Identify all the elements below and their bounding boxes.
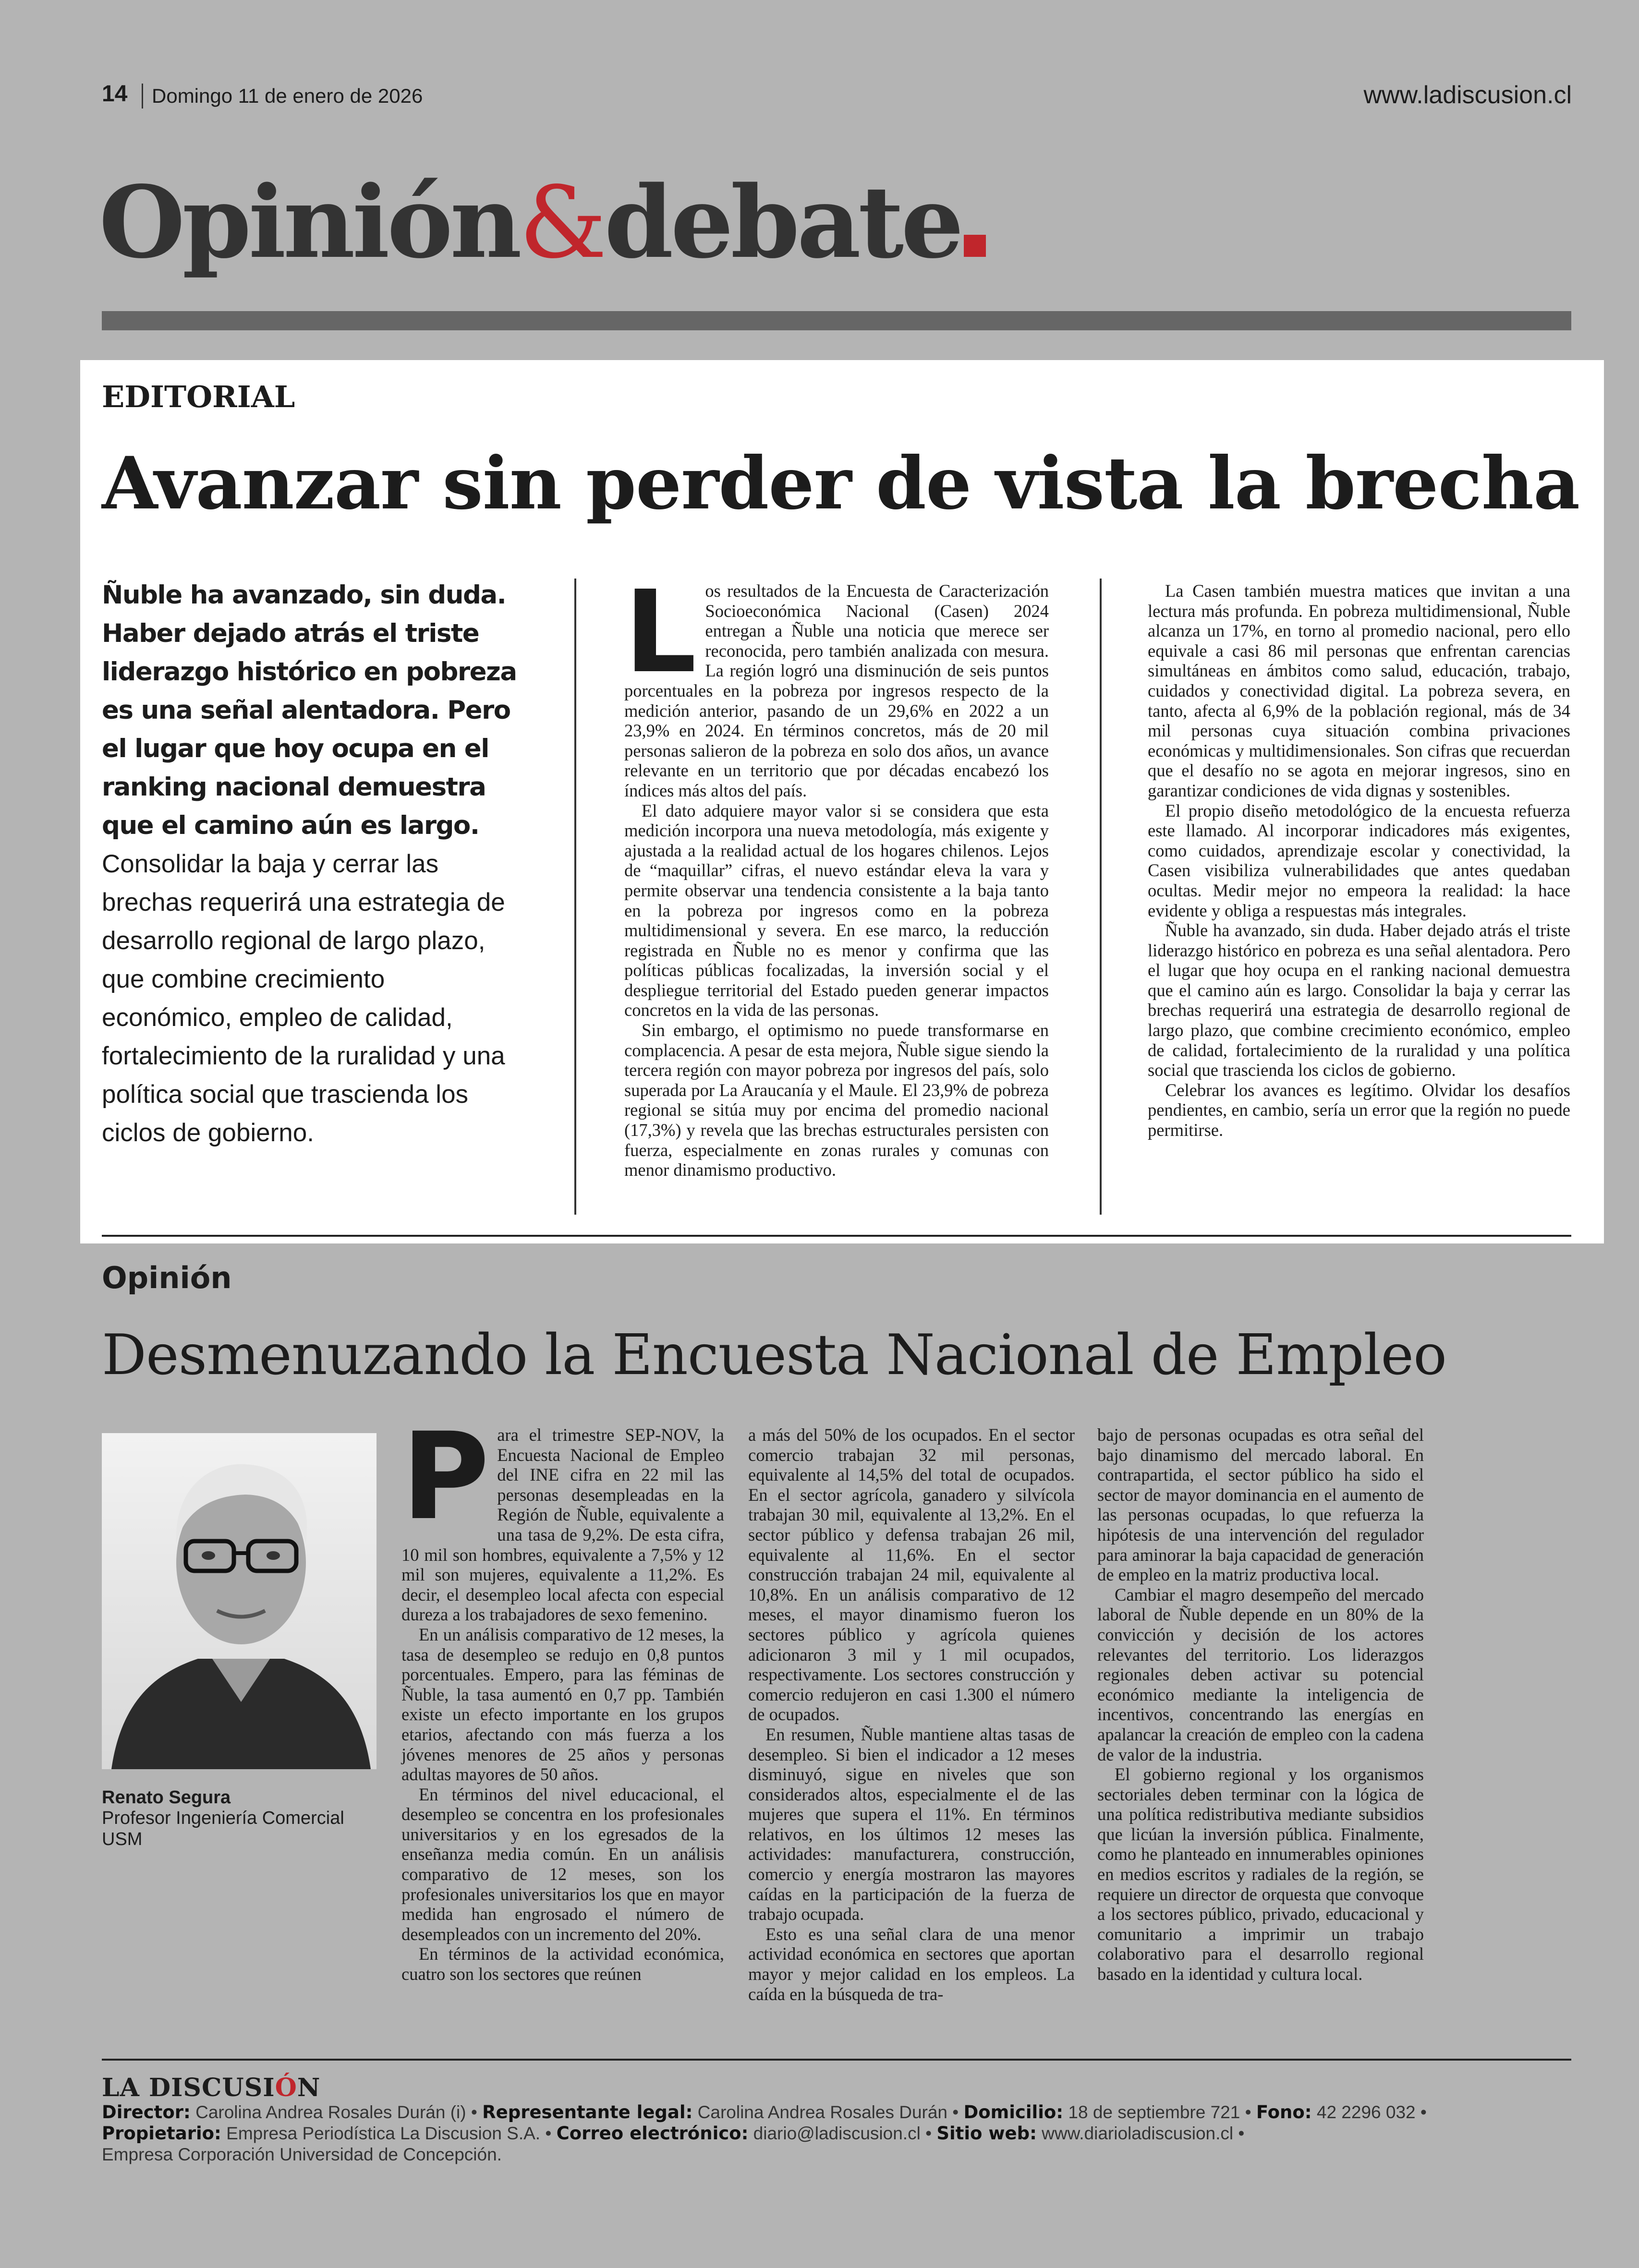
section-title — [99, 164, 986, 280]
editorial-lead — [102, 576, 520, 1152]
opinion-column-2 — [748, 1425, 1075, 2004]
opinion-column-3 — [1097, 1425, 1424, 1984]
masthead-accent: Ó — [275, 2073, 297, 2102]
paragraph: Esto es una señal clara de una menor actividad económica en sectores que aportan mayor y mejor calidad en los empleos. La caída en la búsqueda de tra- — [748, 1924, 1075, 2004]
paragraph: Celebrar los avances es legítimo. Olvidar los desafíos pendientes, en cambio, sería un error que la región no puede permitirse. — [1148, 1080, 1570, 1140]
opinion-headline: Desmenuzando la Encuesta Nacional de Empleo — [102, 1323, 1446, 1387]
paragraph: El gobierno regional y los organismos sectoriales deben terminar con la lógica de una política redistributiva mediante subsidios que licúan la inversión pública. Finalmente, como he planteado en innumerables opiniones en medios escritos y radiales de la región, se requiere un director de orquesta que convoque a los sectores público, privado, educacional y comunitario a imprimir un trabajo colaborativo para el desarrollo regional basado en la identidad y cultura local. — [1097, 1764, 1424, 1984]
paragraph: En resumen, Ñuble mantiene altas tasas de desempleo. Si bien el indicador a 12 meses disminuyó, sigue en niveles que son considerados altos, especialmente el de las mujeres que supera el 11%. En términos relativos, en los últimos 12 meses las actividades: manufacturera, construcción, comercio y energía mostraron las mayores caídas en la participación de la fuerza de trabajo ocupada. — [748, 1724, 1075, 1924]
drop-cap: L — [624, 566, 697, 698]
author-name: Renato Segura — [102, 1787, 231, 1808]
editorial-lead-bold: Ñuble ha avanzado, sin duda. Haber dejado atrás el triste liderazgo histórico en pobreza es una señal alentadora. Pero el lugar que hoy ocupa en el ranking nacional demuestra que el camino aún es largo. — [102, 580, 517, 840]
author-portrait-icon — [102, 1433, 376, 1769]
imprint-label: Domicilio: — [963, 2102, 1064, 2123]
paragraph: El dato adquiere mayor valor si se considera que esta medición incorpora una nueva metodología, más exigente y ajustada a la realidad actual de los hogares chilenos. Lejos de “maquillar” cifras, el nuevo estándar eleva la vara y permite observar una tendencia consistente a la baja tanto en la pobreza por ingresos como en la pobreza multidimensional y severa. En ese marco, la reducción registrada en Ñuble no es menor y confirma que las políticas públicas focalizadas, la inversión social y el despliegue territorial del Estado pueden generar impactos concretos en la vida de las personas. — [624, 800, 1049, 1020]
paragraph: La Casen también muestra matices que invitan a una lectura más profunda. En pobreza multidimensional, Ñuble alcanza un 17%, en torno al promedio nacional, pero ello equivale a casi 86 mil personas que enfrentan carencias simultáneas en ámbitos como salud, educación, trabajo, cuidados y conectividad digital. La pobreza severa, en tanto, afecta al 6,9% de la población regional, más de 34 mil personas cuya situación combina privaciones económicas y multidimensionales. Son cifras que recuerdan que el desafío no se agota en mejorar ingresos, sino en garantizar condiciones de vida dignas y sostenibles. — [1148, 581, 1570, 800]
imprint-label: Director: — [102, 2102, 191, 2123]
website-url[interactable]: www.ladiscusion.cl — [1363, 81, 1572, 109]
section-word-debate: debate — [604, 164, 961, 280]
paragraph: En términos de la actividad económica, cuatro son los sectores que reúnen — [401, 1944, 724, 1984]
footer-rule — [102, 2059, 1571, 2061]
paragraph: a más del 50% de los ocupados. En el sector comercio trabajan 32 mil personas, equivalente al 14,5% del total de ocupados. En el sector agrícola, ganadero y silvícola trabajan 30 mil, equivalente al 13,2%. En el sector público y defensa trabajan 26 mil, equivalente al 11,6%. En el sector construcción trabajan 24 mil, equivalente al 10,8%. En un análisis comparativo de 12 meses, el mayor dinamismo fueron los sectores público y agrícola quienes adicionaron 3 mil y 1 mil ocupados, respectivamente. Los sectores construcción y comercio redujeron en casi 1.300 el número de ocupados. — [748, 1425, 1075, 1725]
paragraph: ara el trimestre SEP-NOV, la Encuesta Nacional de Empleo del INE cifra en 22 mil las personas desempleadas en la Región de Ñuble, equivalente a una tasa de 9,2%. De esta cifra, 10 mil son hombres, equivalente a 7,5% y 12 mil son mujeres, equivalente a 11,2%. Es decir, el desempleo local afecta con especial dureza a los trabajadores de sexo femenino. — [401, 1425, 724, 1625]
drop-cap: P — [401, 1407, 490, 1546]
newspaper-masthead — [102, 2073, 320, 2102]
imprint-value: Carolina Andrea Rosales Durán (i) • — [190, 2102, 483, 2122]
masthead-part: LA DISCUSI — [102, 2073, 275, 2102]
editorial-column-1 — [624, 566, 1049, 1180]
imprint-label: Correo electrónico: — [556, 2123, 749, 2144]
paragraph: En un análisis comparativo de 12 meses, la tasa de desempleo se redujo en 0,8 puntos porcentuales. Empero, para las féminas de Ñuble, la tasa aumentó en 0,7 pp. También existe un efecto importante en los grupos etarios, afectando con más fuerza a los jóvenes menores de 25 años y personas adultas mayores de 50 años. — [401, 1624, 724, 1785]
paragraph: En términos del nivel educacional, el desempleo se concentra en los profesionales universitarios y en los egresados de la enseñanza media común. En un análisis comparativo de 12 meses, son los profesionales universitarios los que en mayor medida han engrosado el número de desempleados con un incremento del 20%. — [401, 1784, 724, 1944]
header-divider — [142, 84, 143, 109]
paragraph: Cambiar el magro desempeño del mercado laboral de Ñuble depende en un 80% de la convicción y decisión de los actores relevantes del territorio. Los liderazgos regionales deben activar su potencial económico mediante la inteligencia de incentivos, concentrando las energías en apalancar la creación de empleo con la cadena de valor de la industria. — [1097, 1584, 1424, 1764]
imprint — [102, 2102, 1494, 2165]
imprint-website[interactable]: www.diarioladiscusion.cl • — [1036, 2123, 1245, 2143]
masthead-part: N — [297, 2073, 321, 2102]
imprint-value: Carolina Andrea Rosales Durán • — [692, 2102, 964, 2122]
imprint-label: Fono: — [1256, 2102, 1312, 2123]
section-rule — [102, 311, 1571, 330]
imprint-label: Sitio web: — [936, 2123, 1037, 2144]
author-role: Profesor Ingeniería Comercial USM — [102, 1808, 344, 1849]
imprint-value: 42 2296 032 • — [1311, 2102, 1427, 2122]
section-word-opinion: Opinión — [99, 164, 519, 280]
opinion-label: Opinión — [102, 1260, 232, 1295]
paragraph: Ñuble ha avanzado, sin duda. Haber dejado atrás el triste liderazgo histórico en pobreza es una señal alentadora. Pero el lugar que hoy ocupa en el ranking nacional demuestra que el camino aún es largo. Consolidar la baja y cerrar las brechas requerirá una estrategia de desarrollo regional de largo plazo, que combine crecimiento económico, empleo de calidad, fortalecimiento de la ruralidad y una política social que trascienda los ciclos de gobierno. — [1148, 920, 1570, 1080]
imprint-email[interactable]: diario@ladiscusion.cl • — [748, 2123, 937, 2143]
imprint-label: Representante legal: — [482, 2102, 693, 2123]
imprint-company: Empresa Corporación Universidad de Concepción. — [102, 2145, 502, 2164]
editorial-headline: Avanzar sin perder de vista la brecha — [102, 441, 1580, 526]
page-number: 14 — [102, 81, 128, 107]
paragraph: Sin embargo, el optimismo no puede transformarse en complacencia. A pesar de esta mejora, Ñuble sigue siendo la tercera región con mayor pobreza por ingresos del país, solo superada por La Araucanía y el Maule. El 23,9% de pobreza regional se sitúa muy por encima del promedio nacional (17,3%) y revela que las brechas estructurales persisten con fuerza, especialmente en zonas rurales y comunas con menor dinamismo productivo. — [624, 1020, 1049, 1180]
issue-date: Domingo 11 de enero de 2026 — [152, 84, 423, 107]
paragraph: bajo de personas ocupadas es otra señal del bajo dinamismo del mercado laboral. En contrapartida, el sector público ha sido el sector de mayor dominancia en el aumento de las personas ocupadas, lo que refuerza la hipótesis de una intervención del regulador para aminorar la baja capacidad de generación de empleo en la matriz productiva local. — [1097, 1425, 1424, 1585]
opinion-column-1 — [401, 1407, 724, 1984]
article-rule — [102, 1235, 1571, 1237]
editorial-column-2 — [1148, 581, 1570, 1140]
paragraph: El propio diseño metodológico de la encuesta refuerza este llamado. Al incorporar indicadores más exigentes, como cuidados, aprendizaje escolar y conectividad, la Casen visibiliza vulnerabilidades que antes quedaban ocultas. Medir mejor no empeora la realidad: la hace evidente y obliga a respuestas más integrales. — [1148, 800, 1570, 920]
editorial-label: EDITORIAL — [102, 379, 295, 414]
imprint-value: Empresa Periodística La Discusion S.A. • — [221, 2123, 557, 2143]
editorial-lead-normal: Consolidar la baja y cerrar las brechas requerirá una estrategia de desarrollo regional de largo plazo, que combine crecimiento económico, empleo de calidad, fortalecimiento de la ruralidad y una política social que trascienda los ciclos de gobierno. — [102, 850, 505, 1147]
red-square-icon — [964, 235, 986, 257]
paragraph: os resultados de la Encuesta de Caracterización Socioeconómica Nacional (Casen) 2024 entregan a Ñuble una noticia que merece ser reconocida, pero también analizada con mesura. La región logró una disminución de seis puntos porcentuales en la pobreza por ingresos respecto de la medición anterior, pasando de un 29,6% en 2022 a un 23,9% en 2024. En términos concretos, más de 20 mil personas salieron de la pobreza en solo dos años, un avance relevante en un territorio que por décadas encabezó los índices más altos del país. — [624, 581, 1049, 800]
column-divider — [574, 579, 576, 1215]
section-ampersand: & — [519, 165, 605, 280]
imprint-value: 18 de septiembre 721 • — [1063, 2102, 1256, 2122]
imprint-label: Propietario: — [102, 2123, 221, 2144]
author-photo — [102, 1433, 376, 1769]
column-divider — [1100, 579, 1102, 1215]
